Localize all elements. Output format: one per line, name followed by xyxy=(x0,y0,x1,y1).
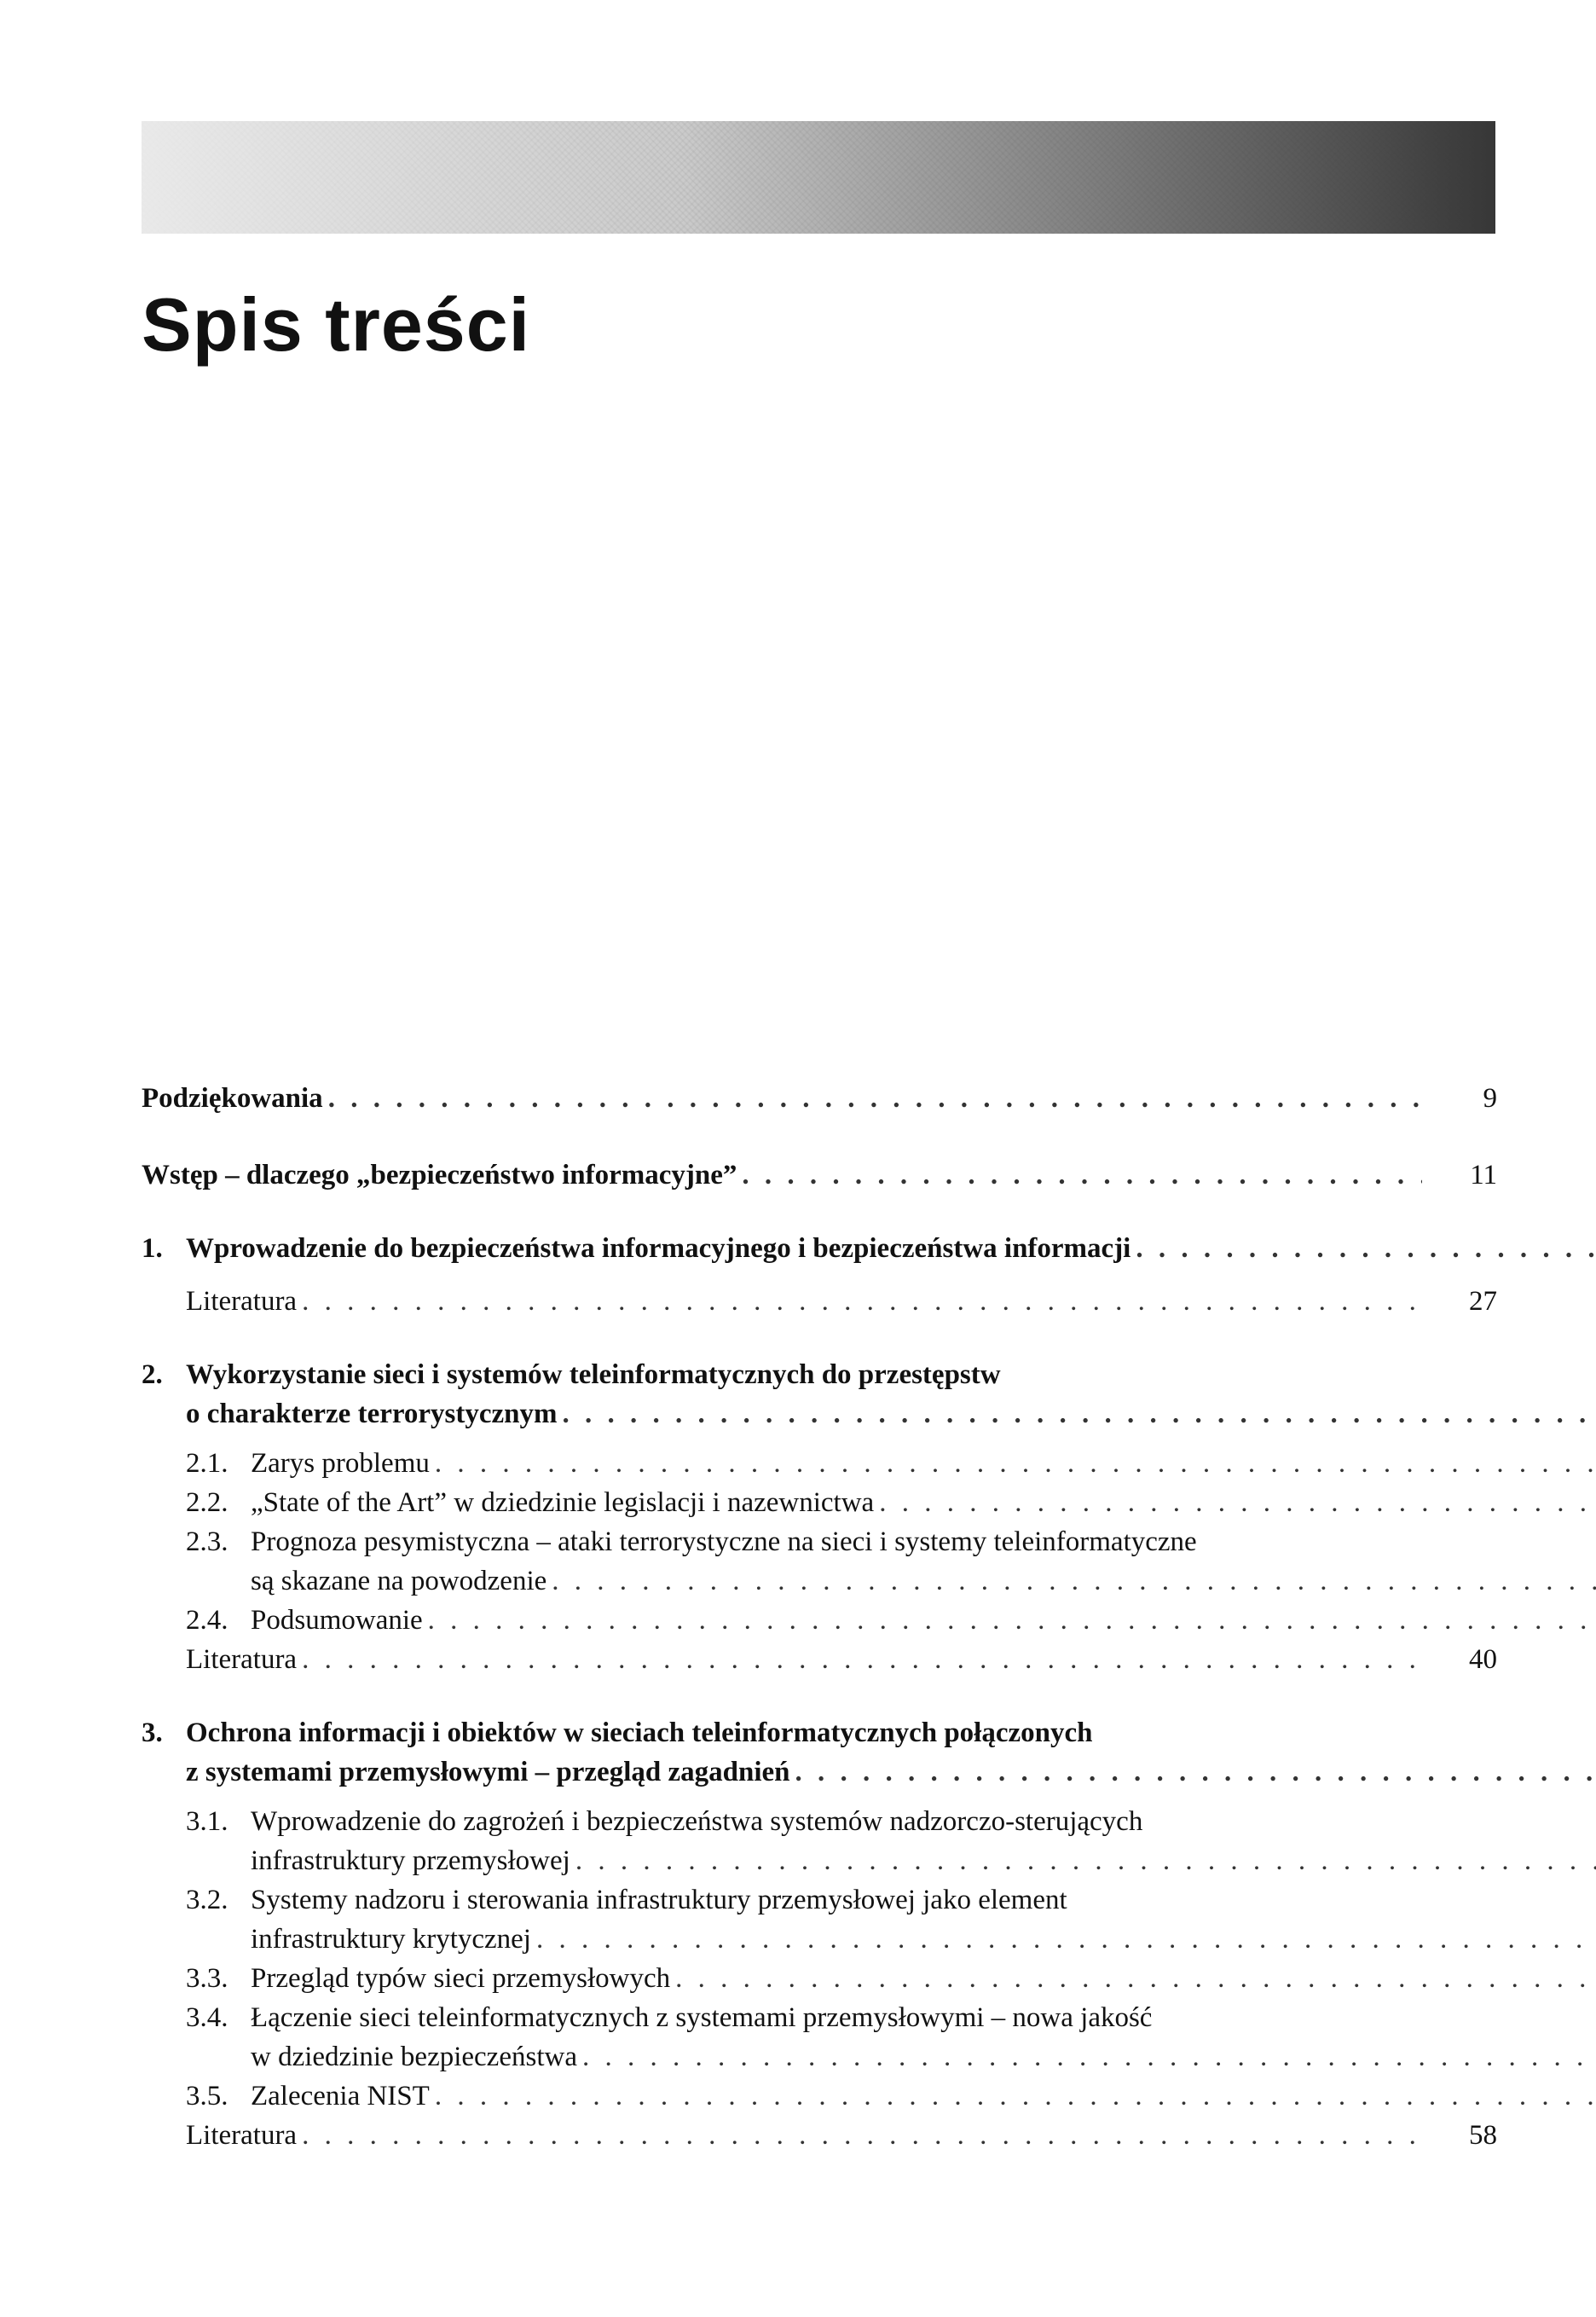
section-title-entry xyxy=(251,1959,1596,1998)
dot-leader xyxy=(879,1483,1596,1522)
section-number: 3.1. xyxy=(186,1806,228,1837)
section-title-line: infrastruktury krytycznej xyxy=(251,1924,531,1955)
section-title-line: w dziedzinie bezpieczeństwa xyxy=(251,2042,577,2072)
section-number: 3.4. xyxy=(186,2002,228,2033)
chapter-number: 3. xyxy=(142,1717,163,1748)
toc-page-number: 9 xyxy=(1483,1083,1497,1114)
section-title-line: Łączenie sieci teleinformatycznych z systemami przemysłowymi – nowa jakość xyxy=(251,2002,1153,2033)
toc-page-number: 27 xyxy=(1469,1286,1497,1317)
chapter-title-line: o charakterze terrorystycznym xyxy=(186,1399,558,1429)
toc-section[interactable] xyxy=(186,1522,1497,1601)
toc-entry-title: Podziękowania xyxy=(142,1083,323,1114)
toc-section-list xyxy=(142,1792,1497,2155)
chapter-title-entry xyxy=(186,1752,1596,1792)
section-title-line: Prognoza pesymistyczna – ataki terrorystyczne na sieci i systemy teleinformatyczne xyxy=(251,1526,1197,1557)
dot-leader xyxy=(795,1752,1596,1792)
section-title-entry xyxy=(251,1841,1596,1880)
toc-section[interactable] xyxy=(186,1444,1497,1483)
section-title-entry xyxy=(251,1601,1596,1640)
section-title-line: infrastruktury przemysłowej xyxy=(251,1845,570,1876)
toc-entry-acknowledgements[interactable] xyxy=(142,1079,1497,1118)
literature-title: Literatura xyxy=(186,2120,298,2151)
toc-entry-introduction[interactable] xyxy=(142,1156,1497,1195)
toc-chapter xyxy=(142,1229,1497,1321)
toc-section[interactable] xyxy=(186,1880,1497,1959)
toc-page-number: 58 xyxy=(1469,2120,1497,2151)
toc-entry-title: Wstęp – dlaczego „bezpieczeństwo informacyjne” xyxy=(142,1160,737,1190)
toc-chapter-heading[interactable] xyxy=(142,1355,1497,1434)
dot-leader xyxy=(552,1561,1596,1601)
section-number: 3.3. xyxy=(186,1963,228,1994)
chapter-title-entry xyxy=(186,1229,1596,1268)
dot-leader xyxy=(536,1920,1596,1959)
dot-leader xyxy=(563,1394,1596,1434)
chapter-title-entry xyxy=(186,1394,1596,1434)
header-decoration-bar xyxy=(142,121,1495,234)
toc-section[interactable] xyxy=(186,1601,1497,1640)
dot-leader xyxy=(302,2116,1422,2155)
toc-section[interactable] xyxy=(186,1998,1497,2077)
chapter-title-line: Wykorzystanie sieci i systemów teleinformatycznych do przestępstw xyxy=(186,1359,1001,1390)
toc-literature[interactable] xyxy=(186,1640,1497,1679)
toc-section-list xyxy=(142,1434,1497,1679)
section-title-entry xyxy=(251,1444,1596,1483)
toc-literature[interactable] xyxy=(186,1282,1497,1321)
literature-title: Literatura xyxy=(186,1644,298,1675)
section-title-entry xyxy=(251,1920,1596,1959)
page-title: Spis treści xyxy=(142,282,531,367)
toc-section[interactable] xyxy=(186,1483,1497,1522)
section-title-entry xyxy=(251,1483,1596,1522)
dot-leader xyxy=(435,2077,1596,2116)
section-title-entry xyxy=(251,1561,1596,1601)
section-title-line: Systemy nadzoru i sterowania infrastruktury przemysłowej jako element xyxy=(251,1885,1067,1915)
toc-chapter-heading[interactable] xyxy=(142,1229,1497,1268)
dot-leader xyxy=(435,1444,1596,1483)
chapter-title-line: z systemami przemysłowymi – przegląd zagadnień xyxy=(186,1757,790,1787)
section-title-line: są skazane na powodzenie xyxy=(251,1566,547,1596)
chapter-list xyxy=(142,1229,1497,2155)
section-title-entry xyxy=(251,2077,1596,2116)
dot-leader xyxy=(428,1601,1596,1640)
table-of-contents xyxy=(142,1079,1497,2155)
toc-literature[interactable] xyxy=(186,2116,1497,2155)
section-number: 2.3. xyxy=(186,1526,228,1557)
toc-section-list xyxy=(142,1268,1497,1321)
dot-leader xyxy=(1136,1229,1596,1268)
dot-leader xyxy=(302,1640,1422,1679)
toc-chapter xyxy=(142,1355,1497,1679)
section-title-line: Przegląd typów sieci przemysłowych xyxy=(251,1963,671,1994)
literature-title: Literatura xyxy=(186,1286,298,1317)
section-number: 3.5. xyxy=(186,2081,228,2111)
section-title-line: Wprowadzenie do zagrożeń i bezpieczeństwa systemów nadzorczo-sterujących xyxy=(251,1806,1143,1837)
section-title-line: Podsumowanie xyxy=(251,1605,423,1636)
dot-leader xyxy=(302,1282,1422,1321)
toc-page-number: 40 xyxy=(1469,1644,1497,1675)
toc-section[interactable] xyxy=(186,1959,1497,1998)
toc-page-number: 11 xyxy=(1470,1160,1497,1190)
toc-chapter xyxy=(142,1713,1497,2155)
section-title-entry xyxy=(251,2037,1596,2077)
chapter-number: 2. xyxy=(142,1359,163,1390)
section-title-line: Zarys problemu xyxy=(251,1448,430,1479)
toc-section[interactable] xyxy=(186,2077,1497,2116)
toc-section[interactable] xyxy=(186,1802,1497,1880)
chapter-title-line: Wprowadzenie do bezpieczeństwa informacyjnego i bezpieczeństwa informacji xyxy=(186,1233,1131,1264)
chapter-number: 1. xyxy=(142,1233,163,1264)
section-number: 2.4. xyxy=(186,1605,228,1636)
dot-leader xyxy=(675,1959,1596,1998)
chapter-title-line: Ochrona informacji i obiektów w sieciach teleinformatycznych połączonych xyxy=(186,1717,1093,1748)
section-title-line: Zalecenia NIST xyxy=(251,2081,430,2111)
section-number: 3.2. xyxy=(186,1885,228,1915)
section-number: 2.1. xyxy=(186,1448,228,1479)
dot-leader xyxy=(328,1079,1422,1118)
dot-leader xyxy=(582,2037,1596,2077)
dot-leader xyxy=(575,1841,1596,1880)
section-number: 2.2. xyxy=(186,1487,228,1518)
toc-chapter-heading[interactable] xyxy=(142,1713,1497,1792)
section-title-line: „State of the Art” w dziedzinie legislacji i nazewnictwa xyxy=(251,1487,875,1518)
dot-leader xyxy=(742,1156,1422,1195)
